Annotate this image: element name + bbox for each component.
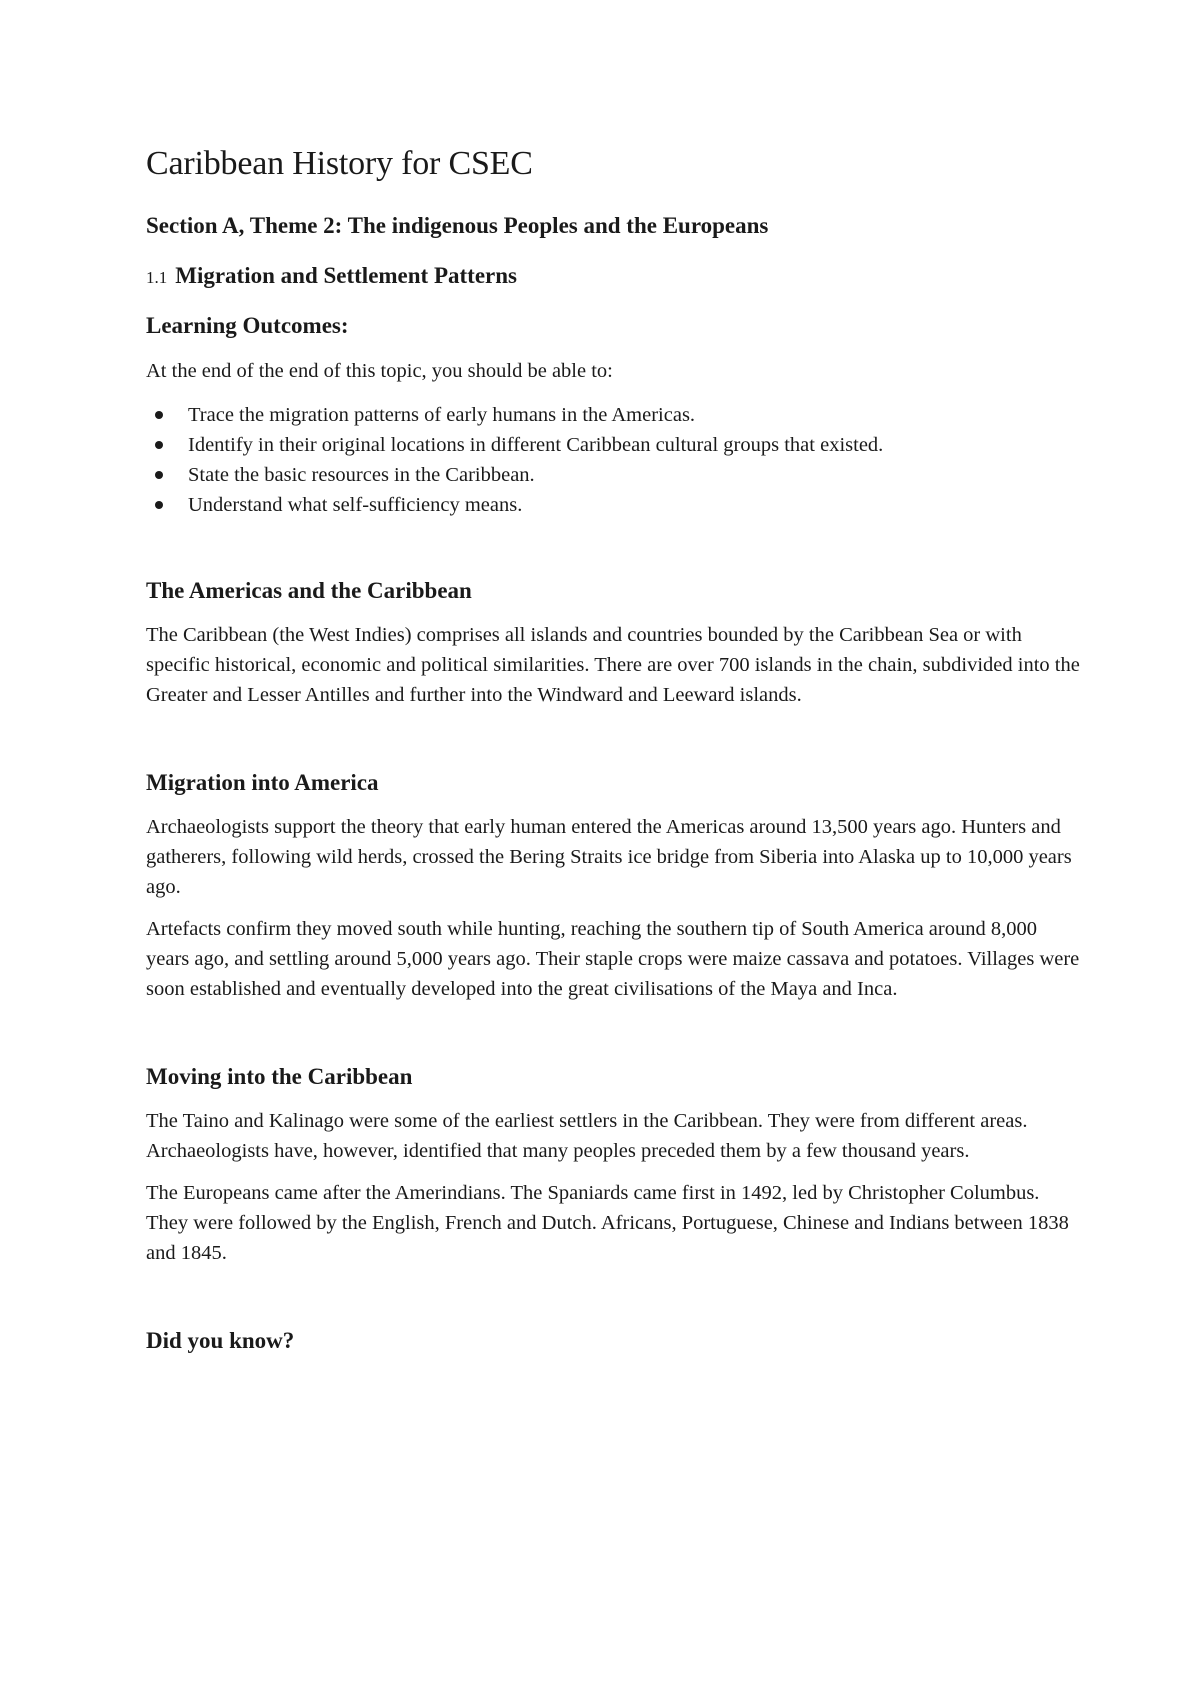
topic-title: Migration and Settlement Patterns bbox=[175, 262, 517, 288]
section-title: Migration into America bbox=[146, 770, 379, 796]
document-title: Caribbean History for CSEC bbox=[146, 145, 533, 182]
topic-number: 1.1 bbox=[146, 267, 168, 287]
section-heading: Section A, Theme 2: The indigenous Peoples and the Europeans bbox=[146, 212, 769, 238]
section-paragraph: The Europeans came after the Amerindians. The Spaniards came first in 1492, led by Christopher Columbus. They were followed by the English, French and Dutch. Africans, Portuguese, Chinese and Indians between 1838 and 1845. bbox=[146, 1182, 1069, 1265]
list-item-text: State the basic resources in the Caribbean. bbox=[188, 464, 535, 487]
list-item bbox=[146, 490, 1080, 520]
learning-outcomes-list bbox=[146, 400, 1080, 520]
bullet-icon bbox=[155, 411, 163, 419]
learning-outcomes bbox=[146, 311, 1080, 521]
section-title: Did you know? bbox=[146, 1328, 295, 1354]
section-paragraph: The Taino and Kalinago were some of the earliest settlers in the Caribbean. They were from different areas. Archaeologists have, however, identified that many peoples preceded them by a few thousand years. bbox=[146, 1110, 1028, 1163]
section-title: Moving into the Caribbean bbox=[146, 1064, 413, 1090]
list-item bbox=[146, 460, 1080, 490]
section-moving-into-caribbean bbox=[146, 1062, 1080, 1268]
section-americas-caribbean bbox=[146, 576, 1080, 710]
section-paragraph: The Caribbean (the West Indies) comprises all islands and countries bounded by the Caribbean Sea or with specific historical, economic and political similarities. There are over 700 islands in the chain, subdivided into the Greater and Lesser Antilles and further into the Windward and Leeward islands. bbox=[146, 624, 1080, 707]
learning-outcomes-heading: Learning Outcomes: bbox=[146, 312, 349, 338]
bullet-icon bbox=[155, 471, 163, 479]
bullet-icon bbox=[155, 501, 163, 509]
list-item bbox=[146, 400, 1080, 430]
list-item bbox=[146, 430, 1080, 460]
bullet-icon bbox=[155, 441, 163, 449]
section-paragraph: Archaeologists support the theory that early human entered the Americas around 13,500 years ago. Hunters and gatherers, following wild herds, crossed the Bering Straits ice bridge from Siberia into Alaska up to 10,000 years ago. bbox=[146, 816, 1072, 899]
section-paragraph: Artefacts confirm they moved south while hunting, reaching the southern tip of South America around 8,000 years ago, and settling around 5,000 years ago. Their staple crops were maize cassava and potatoes. Villages were soon established and eventually developed into the great civilisations of the Maya and Inca. bbox=[146, 918, 1080, 1001]
topic-heading bbox=[146, 261, 1080, 291]
section-migration-into-america bbox=[146, 768, 1080, 1004]
list-item-text: Trace the migration patterns of early humans in the Americas. bbox=[188, 404, 696, 427]
section-did-you-know bbox=[146, 1326, 1080, 1356]
learning-outcomes-intro: At the end of the end of this topic, you should be able to: bbox=[146, 360, 613, 383]
list-item-text: Understand what self-sufficiency means. bbox=[188, 494, 523, 517]
section-title: The Americas and the Caribbean bbox=[146, 578, 472, 604]
list-item-text: Identify in their original locations in different Caribbean cultural groups that existed. bbox=[188, 434, 884, 457]
